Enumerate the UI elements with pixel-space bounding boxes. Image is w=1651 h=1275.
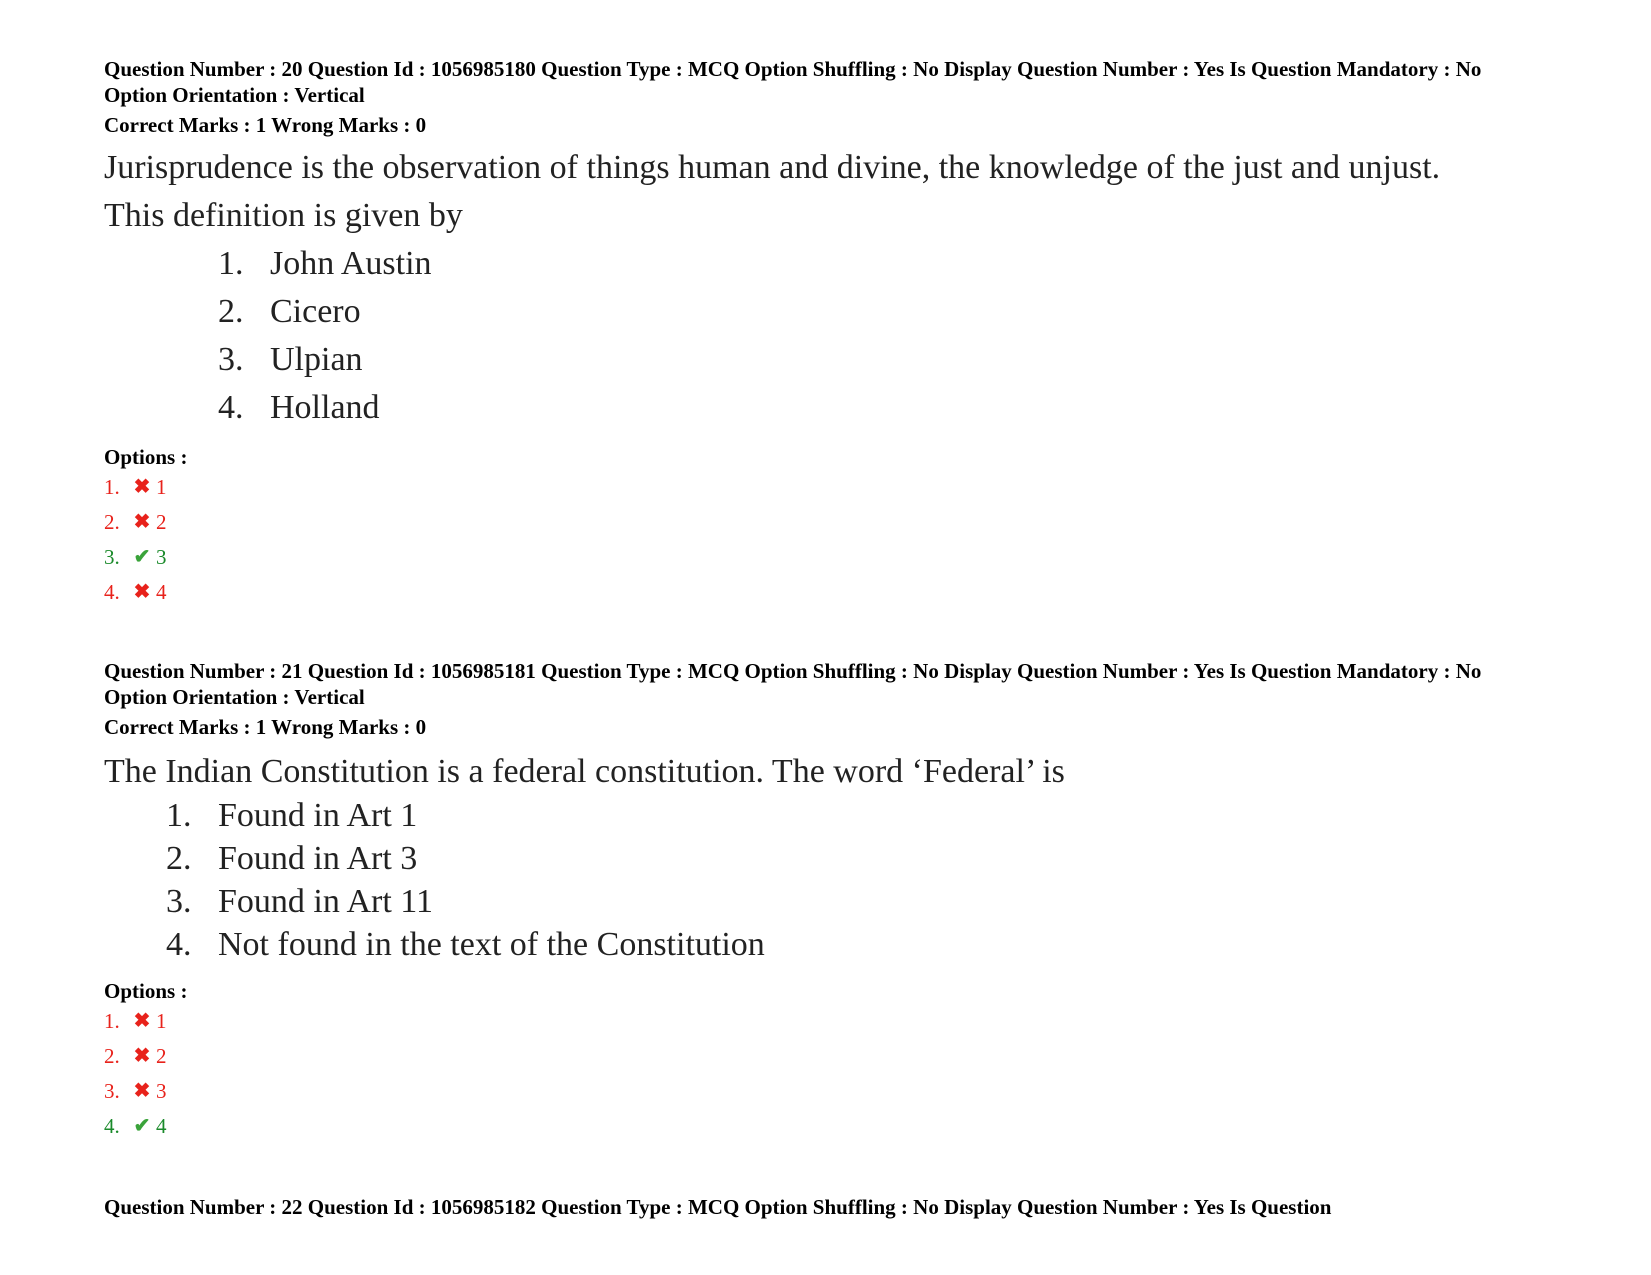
option-row: 2. ✖ 2 [104, 505, 1524, 540]
cross-icon: ✖ [133, 476, 151, 498]
choice-item: 3. Ulpian [218, 341, 363, 378]
question-block-22 [104, 1194, 1524, 1220]
choice-item: 1. Found in Art 1 [166, 797, 418, 834]
choice-item: 3. Found in Art 11 [166, 883, 434, 920]
choice-item: 2. Cicero [218, 293, 361, 330]
question-block-21 [104, 658, 1524, 1144]
question-stem: Jurisprudence is the observation of things human and divine, the knowledge of the just and unjust. This definition is given by [104, 149, 1441, 234]
cross-icon: ✖ [133, 511, 151, 533]
cross-icon: ✖ [133, 1080, 151, 1102]
cross-icon: ✖ [133, 1045, 151, 1067]
question-block-20 [104, 56, 1524, 610]
options-label: Options : [104, 979, 188, 1003]
option-row: 3. ✔ 3 [104, 540, 1524, 575]
answer-choices [104, 794, 1524, 966]
option-row: 1. ✖ 1 [104, 470, 1524, 505]
option-row: 2. ✖ 2 [104, 1039, 1524, 1074]
question-meta: Question Number : 22 Question Id : 1056985182 Question Type : MCQ Option Shuffling : No Display Question Number : Yes Is Question [104, 1195, 1332, 1219]
choice-item: 1. John Austin [218, 245, 432, 282]
answer-choices [104, 240, 1524, 432]
question-meta: Question Number : 21 Question Id : 1056985181 Question Type : MCQ Option Shuffling : No Display Question Number : Yes Is Question Mandatory : No Option Orientation : Vertical [104, 659, 1487, 709]
question-marks: Correct Marks : 1 Wrong Marks : 0 [104, 715, 427, 739]
cross-icon: ✖ [133, 1010, 151, 1032]
question-meta: Question Number : 20 Question Id : 1056985180 Question Type : MCQ Option Shuffling : No Display Question Number : Yes Is Question Mandatory : No Option Orientation : Vertical [104, 57, 1487, 107]
choice-item: 4. Holland [218, 389, 380, 426]
option-row: 1. ✖ 1 [104, 1004, 1524, 1039]
option-row: 4. ✖ 4 [104, 575, 1524, 610]
options-label: Options : [104, 445, 188, 469]
question-marks: Correct Marks : 1 Wrong Marks : 0 [104, 113, 427, 137]
choice-item: 2. Found in Art 3 [166, 840, 418, 877]
check-icon: ✔ [133, 546, 151, 568]
choice-item: 4. Not found in the text of the Constitution [166, 926, 765, 963]
option-row: 3. ✖ 3 [104, 1074, 1524, 1109]
check-icon: ✔ [133, 1115, 151, 1137]
cross-icon: ✖ [133, 581, 151, 603]
option-row: 4. ✔ 4 [104, 1109, 1524, 1144]
question-stem: The Indian Constitution is a federal constitution. The word ‘Federal’ is [104, 753, 1065, 790]
